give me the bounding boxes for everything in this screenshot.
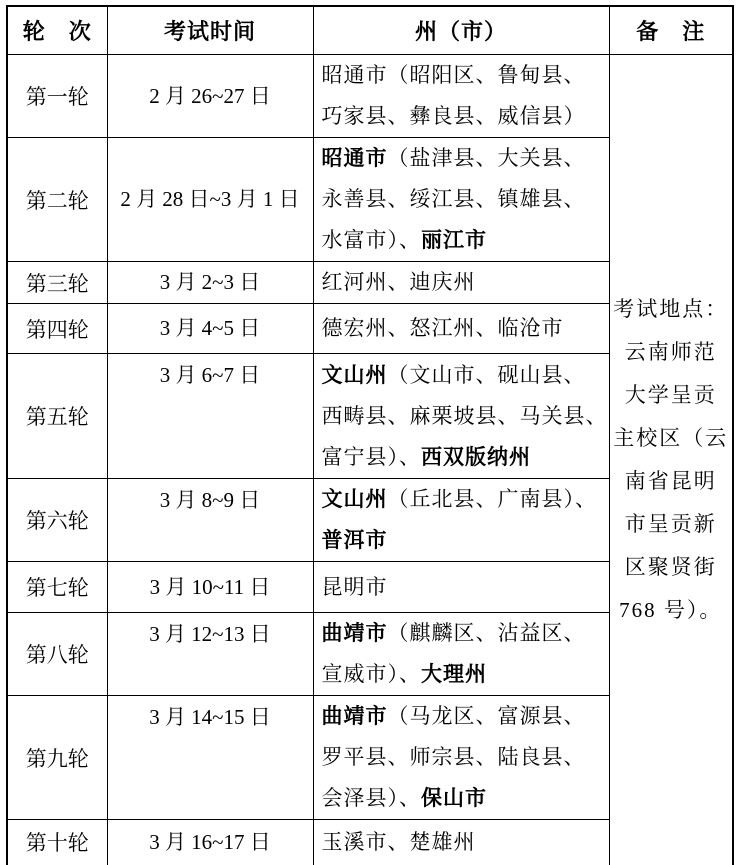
round-cell: 第六轮: [7, 479, 107, 562]
region-cell: [313, 304, 609, 354]
region-cell: [313, 354, 609, 479]
region-line: [322, 308, 607, 349]
remark-line: 区聚贤街: [624, 554, 717, 579]
exam-schedule-table: [6, 5, 734, 865]
region-line: [322, 520, 607, 561]
round-cell: 第三轮: [7, 262, 107, 304]
region-line: [322, 220, 607, 261]
round-cell: 第五轮: [7, 354, 107, 479]
region-text-segment: （马龙区、富源县、: [387, 704, 586, 728]
region-line: [322, 654, 607, 695]
region-cell: [313, 138, 609, 262]
region-cell: [313, 562, 609, 613]
region-cell: [313, 479, 609, 562]
region-text-segment: （文山市、砚山县、: [387, 362, 586, 387]
region-text-segment: 文山州: [321, 362, 388, 387]
region-text-segment: 会泽县）、: [321, 786, 421, 810]
region-text-segment: （丘北县、广南县）、: [387, 487, 597, 511]
remark-line: 大学呈贡: [624, 382, 717, 407]
region-text-segment: 红河州、迪庆州: [321, 270, 476, 294]
region-text-segment: 保山市: [421, 786, 487, 810]
remark-line: 市呈贡新: [624, 511, 717, 536]
region-text-segment: 丽江市: [421, 228, 487, 252]
time-cell: 2 月 28 日~3 月 1 日: [107, 138, 313, 262]
region-text-segment: 罗平县、师宗县、陆良县、: [321, 745, 586, 769]
region-text-segment: 德宏州、怒江州、临沧市: [321, 316, 564, 340]
remark-line: 南省昆明: [624, 468, 717, 493]
round-cell: 第八轮: [7, 613, 107, 696]
region-text-segment: 西双版纳州: [421, 444, 531, 469]
region-line: [322, 96, 607, 137]
region-cell: [313, 55, 609, 138]
column-header-remark: 备 注: [609, 6, 733, 55]
round-cell: 第九轮: [7, 696, 107, 820]
round-cell: 第七轮: [7, 562, 107, 613]
region-text-segment: 文山州: [321, 487, 388, 511]
region-text-segment: 昆明市: [321, 574, 388, 599]
table-row: [7, 55, 733, 138]
region-text-segment: 曲靖市: [321, 704, 388, 728]
round-cell: 第二轮: [7, 138, 107, 262]
region-line: [322, 613, 607, 654]
region-line: [322, 396, 607, 437]
remark-line: 主校区（云: [613, 425, 729, 450]
time-cell: 3 月 16~17 日: [107, 820, 313, 865]
region-text-segment: 宣威市）、: [321, 662, 421, 686]
time-cell: 3 月 4~5 日: [107, 304, 313, 354]
column-header-region: 州（市）: [313, 6, 609, 55]
region-text-segment: 巧家县、彝良县、威信县）: [321, 104, 586, 128]
region-cell: [313, 262, 609, 304]
column-header-time: 考试时间: [107, 6, 313, 55]
round-cell: 第一轮: [7, 55, 107, 138]
region-line: [322, 262, 607, 303]
time-cell: 3 月 6~7 日: [107, 354, 313, 479]
time-cell: 3 月 14~15 日: [107, 696, 313, 820]
region-text-segment: 富宁县）、: [321, 444, 421, 469]
time-cell: 3 月 2~3 日: [107, 262, 313, 304]
region-text-segment: 普洱市: [321, 528, 388, 552]
time-cell: 3 月 8~9 日: [107, 479, 313, 562]
region-text-segment: 曲靖市: [321, 621, 388, 645]
region-cell: [313, 696, 609, 820]
remark-line: 考试地点：: [613, 296, 729, 321]
region-line: [322, 778, 607, 819]
remark-line: 云南师范: [624, 339, 717, 364]
region-text-segment: 昭通市: [321, 146, 388, 170]
region-text-segment: 西畴县、麻栗坡县、马关县、: [321, 403, 608, 428]
region-line: [322, 479, 607, 520]
header-row: [7, 6, 733, 55]
remark-cell: [609, 55, 733, 865]
region-cell: [313, 820, 609, 865]
region-cell: [313, 613, 609, 696]
time-cell: 2 月 26~27 日: [107, 55, 313, 138]
region-text-segment: 玉溪市、楚雄州: [321, 829, 476, 854]
region-text-segment: （盐津县、大关县、: [387, 146, 586, 170]
time-cell: 3 月 10~11 日: [107, 562, 313, 613]
region-line: [322, 355, 607, 396]
region-text-segment: （麒麟区、沾益区、: [387, 621, 586, 645]
region-text-segment: 昭通市（昭阳区、鲁甸县、: [321, 63, 586, 87]
region-line: [322, 737, 607, 778]
region-line: [322, 696, 607, 737]
region-line: [322, 179, 607, 220]
column-header-round: 轮 次: [7, 6, 107, 55]
round-cell: 第十轮: [7, 820, 107, 865]
region-line: [322, 567, 607, 608]
region-text-segment: 永善县、绥江县、镇雄县、: [321, 187, 586, 211]
region-line: [322, 55, 607, 96]
region-text-segment: 水富市）、: [321, 228, 421, 252]
region-line: [322, 437, 607, 478]
region-line: [322, 138, 607, 179]
region-text-segment: 大理州: [421, 662, 487, 686]
remark-line: 768 号）。: [619, 597, 723, 622]
region-line: [322, 822, 607, 863]
round-cell: 第四轮: [7, 304, 107, 354]
time-cell: 3 月 12~13 日: [107, 613, 313, 696]
